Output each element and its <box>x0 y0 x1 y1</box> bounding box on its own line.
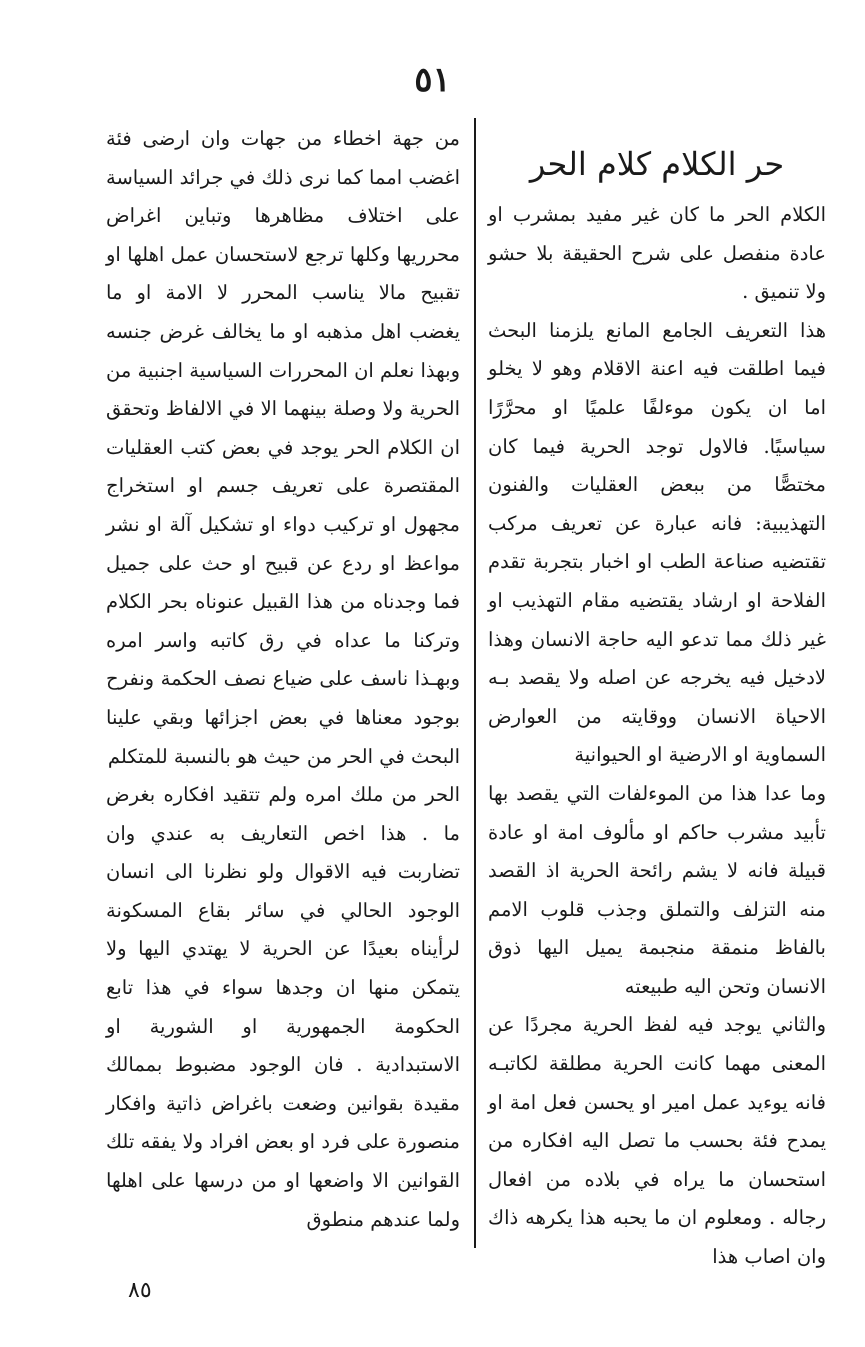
page-number-bottom: ٨٥ <box>128 1278 152 1303</box>
page-number-top: ٥١ <box>414 60 451 100</box>
paragraph: هذا التعريف الجامع المانع يلزمنا البحث فيما اطلقت فيه اعنة الاقلام وهو لا يخلو اما ان يكون موءلفًا علميًا او محرَّرًا سياسيًا. فالاول توجد الحرية فيما كان مختصًّا من ببعض العقليات والفنون التهذيبية: فانه عبارة عن تعريف مركب تقتضيه صناعة الطب او اخبار بتجربة تقدم الفلاحة او ارشاد يقتضيه مقام التهذيب او غير ذلك مما تدعو اليه حاجة الانسان وهذا لادخيل فيه يخرجه عن اصله ولا يقصد بـه الاحياة الانسان ووقايته من العوارض السماوية او الارضية او الحيوانية <box>488 318 826 767</box>
article-title: حر الكلام كلام الحر <box>529 145 785 183</box>
paragraph: وما عدا هذا من الموءلفات التي يقصد بها تأبيد مشرب حاكم او مألوف امة او عادة قبيلة فانه لا يشم رائحة الحرية اذ القصد منه التزلف والتملق وجذب قلوب الامم بالفاظ منمقة منجبمة يميل اليها ذوق الانسان وتحن اليه طبيعته <box>488 781 826 998</box>
column-divider <box>474 118 476 1248</box>
paragraph: من جهة اخطاء من جهات وان ارضى فئة اغضب امما كما نرى ذلك في جرائد السياسة على اختلاف مظاهرها وتباين اغراض محرريها وكلها ترجع لاستحسان عمل اهلها او تقبيح مالا يناسب المحرر لا الامة او ما يغضب اهل مذهبه او ما يخالف غرض جنسه وبهذا نعلم ان المحررات السياسية اجنبية من الحرية ولا وصلة بينهما الا في الالفاظ وتحقق ان الكلام الحر يوجد في بعض كتب العقليات المقتصرة على تعريف جسم او استخراج مجهول او تركيب دواء او تشكيل آلة او نشر مواعظ او ردع عن قبيح او حث على جميل فما وجدناه من هذا القبيل عنوناه بحر الكلام وتركنا ما عداه في رق كاتبه واسر امره وبهـذا ناسف على ضياع نصف الحكمة ونفرح بوجود معناها في بعض اجزائها وبقي علينا البحث في الحر من حيث هو بالنسبة للمتكلم <box>106 127 460 768</box>
right-column <box>488 120 826 1277</box>
paragraph: والثاني يوجد فيه لفظ الحرية مجردًا عن المعنى مهما كانت الحرية مطلقة لكاتبـه فانه يوءيد عمل امير او يحسن فعل امة او يمدح فئة بحسب ما تصل اليه افكاره من استحسان ما يراه في بلاده من افعال رجاله . ومعلوم ان ما يحبه هذا يكرهه ذاك وان اصاب هذا <box>488 1013 826 1269</box>
paragraph: الكلام الحر ما كان غير مفيد بمشرب او عادة منفصل على شرح الحقيقة بلا حشو ولا تنميق . <box>488 203 826 304</box>
paragraph: الحر من ملك امره ولم تتقيد افكاره بغرض ما . هذا اخص التعاريف به عندي وان تضاربت فيه الاقوال ولو نظرنا الى انسان الوجود الحالي في سائر بقاع المسكونة لرأيناه بعيدًا عن الحرية لا يهتدي اليها ولا يتمكن منها ان وجدها سواء في هذا تابع الحكومة الجمهورية او الشورية او الاستبدادية . فان الوجود مضبوط بممالك مقيدة بقوانين وضعت باغراض ذاتية وافكار منصورة على فرد او بعض افراد ولا يفقه تلك القوانين الا واضعها او من درسها على اهلها ولما عندهم منطوق <box>106 783 460 1231</box>
left-column <box>106 120 460 1239</box>
